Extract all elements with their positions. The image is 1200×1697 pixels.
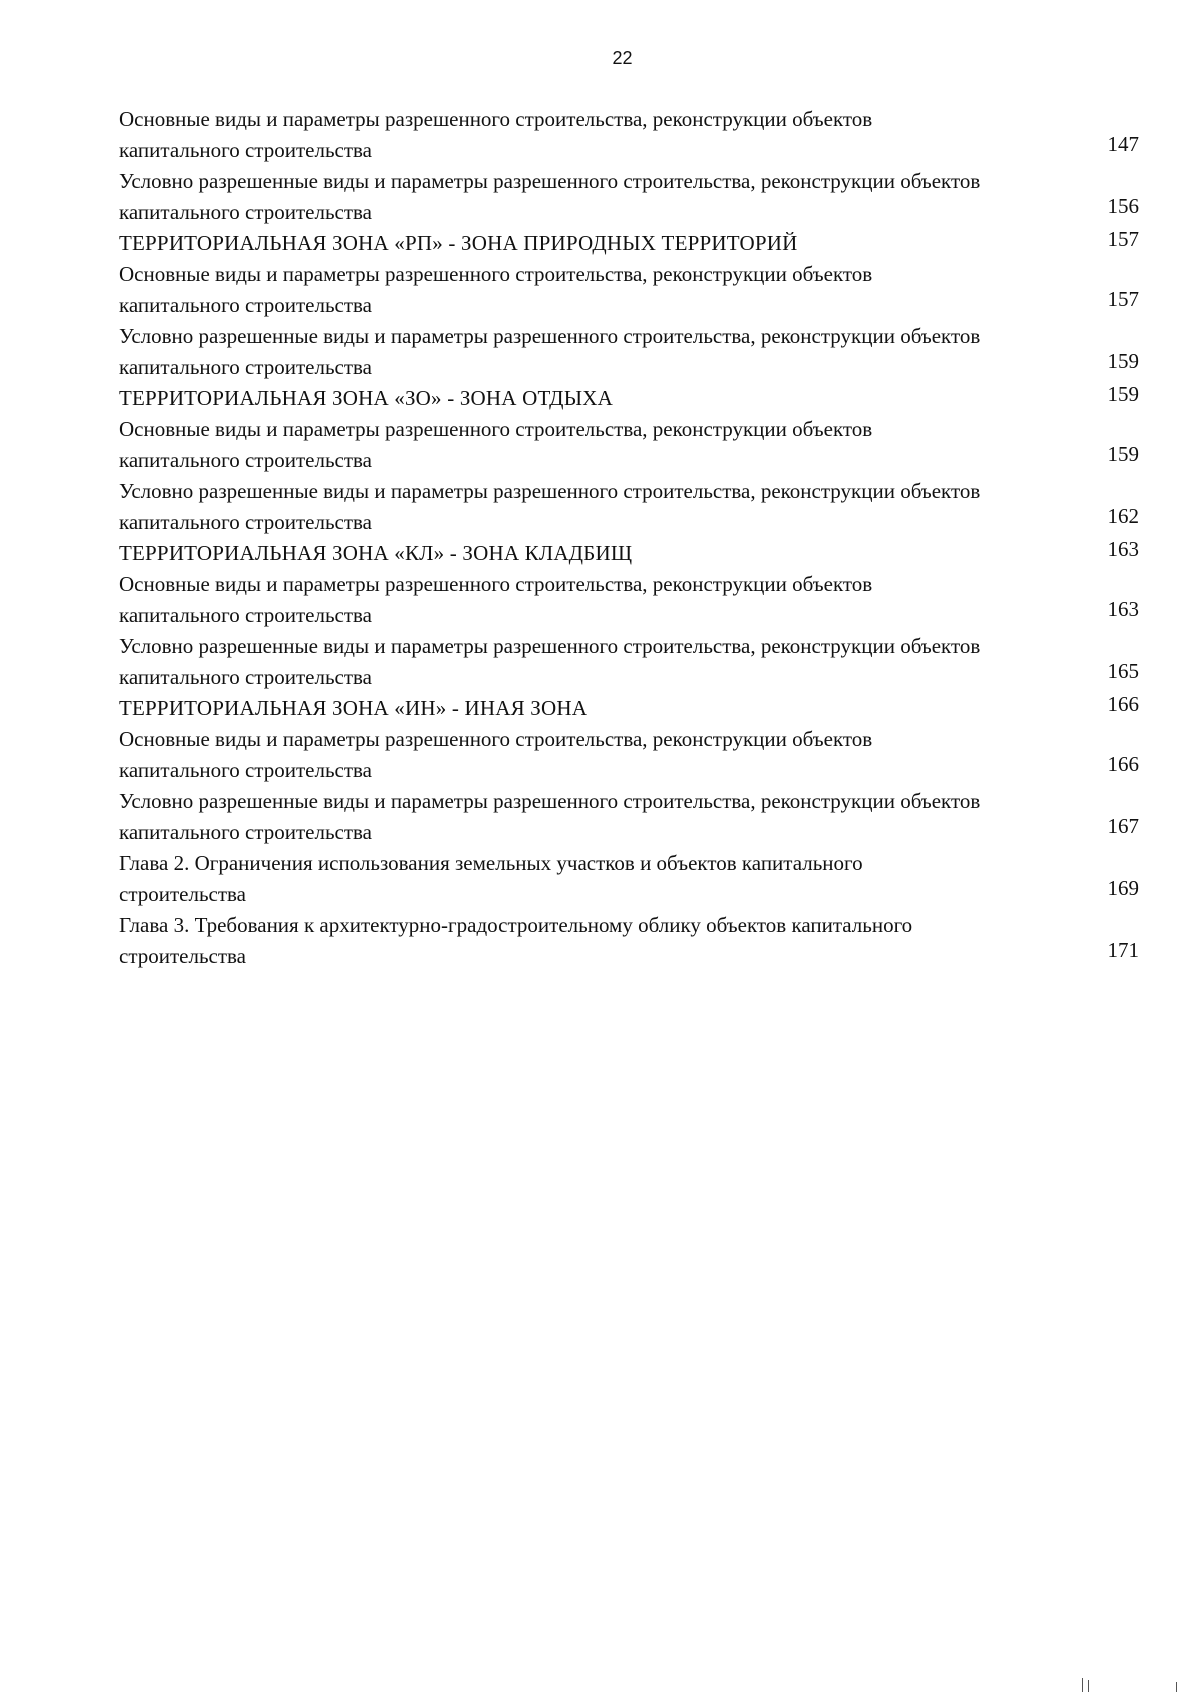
toc-entry-page-number: 166 — [1107, 692, 1139, 716]
toc-entry — [119, 321, 1139, 383]
toc-entry — [119, 259, 1139, 321]
toc-entry — [119, 476, 1139, 538]
toc-entry-page-number: 171 — [1107, 938, 1139, 962]
toc-entry-title-line: Условно разрешенные виды и параметры разрешенного строительства, реконструкции объектов — [119, 324, 981, 348]
toc-entry-title-line: капитального строительства — [119, 293, 372, 317]
toc-entry-title-line: Глава 2. Ограничения использования земельных участков и объектов капитального — [119, 851, 863, 875]
toc-entry-title-line: ТЕРРИТОРИАЛЬНАЯ ЗОНА «РП» - ЗОНА ПРИРОДНЫХ ТЕРРИТОРИЙ — [119, 231, 798, 255]
toc-entry — [119, 724, 1139, 786]
toc-entry-title — [119, 538, 1069, 569]
page-number: 22 — [612, 48, 633, 68]
toc-entry-title — [119, 383, 1069, 414]
toc-entry — [119, 631, 1139, 693]
toc-entry-title-line: Условно разрешенные виды и параметры разрешенного строительства, реконструкции объектов — [119, 169, 981, 193]
toc-entry-title-line: ТЕРРИТОРИАЛЬНАЯ ЗОНА «КЛ» - ЗОНА КЛАДБИЩ — [119, 541, 633, 565]
toc-entry — [119, 848, 1139, 910]
toc-entry-title-line: капитального строительства — [119, 200, 372, 224]
toc-entry-title — [119, 848, 1069, 910]
toc-entry-page-number: 169 — [1107, 876, 1139, 900]
toc-entry-title — [119, 414, 1069, 476]
toc-entry-page-number: 163 — [1107, 537, 1139, 561]
toc-entry-title — [119, 569, 1069, 631]
toc-entry-title — [119, 228, 1069, 259]
toc-entry-page-number: 159 — [1107, 382, 1139, 406]
toc-entry-title-line: ТЕРРИТОРИАЛЬНАЯ ЗОНА «ИН» - ИНАЯ ЗОНА — [119, 696, 588, 720]
toc-entry-title-line: Основные виды и параметры разрешенного строительства, реконструкции объектов — [119, 107, 873, 131]
toc-entry-title — [119, 476, 1069, 538]
table-of-contents — [119, 104, 1139, 972]
toc-entry-title-line: Основные виды и параметры разрешенного строительства, реконструкции объектов — [119, 572, 873, 596]
toc-entry-title-line: Основные виды и параметры разрешенного строительства, реконструкции объектов — [119, 417, 873, 441]
toc-entry-page-number: 157 — [1107, 227, 1139, 251]
toc-entry-title-line: Условно разрешенные виды и параметры разрешенного строительства, реконструкции объектов — [119, 634, 981, 658]
scan-artifact — [1088, 1680, 1089, 1692]
toc-entry-title — [119, 259, 1069, 321]
toc-entry — [119, 383, 1139, 414]
toc-entry-title-line: строительства — [119, 944, 247, 968]
toc-entry — [119, 538, 1139, 569]
toc-entry — [119, 166, 1139, 228]
toc-entry-title — [119, 321, 1069, 383]
toc-entry-page-number: 167 — [1107, 814, 1139, 838]
toc-entry-title — [119, 910, 1069, 972]
scan-artifact — [1082, 1678, 1083, 1692]
toc-entry-page-number: 157 — [1107, 287, 1139, 311]
toc-entry-title-line: капитального строительства — [119, 510, 372, 534]
toc-entry-title-line: капитального строительства — [119, 603, 372, 627]
toc-entry — [119, 786, 1139, 848]
toc-entry-page-number: 165 — [1107, 659, 1139, 683]
toc-entry-page-number: 156 — [1107, 194, 1139, 218]
toc-entry-title-line: капитального строительства — [119, 355, 372, 379]
toc-entry-page-number: 159 — [1107, 349, 1139, 373]
toc-entry-title — [119, 166, 1069, 228]
toc-entry-title-line: капитального строительства — [119, 138, 372, 162]
toc-entry-page-number: 166 — [1107, 752, 1139, 776]
toc-entry — [119, 693, 1139, 724]
toc-entry-title-line: капитального строительства — [119, 665, 372, 689]
toc-entry — [119, 569, 1139, 631]
toc-entry-page-number: 159 — [1107, 442, 1139, 466]
toc-entry-title-line: строительства — [119, 882, 247, 906]
scan-artifact — [1176, 1682, 1177, 1692]
toc-entry — [119, 414, 1139, 476]
toc-entry — [119, 104, 1139, 166]
toc-entry-title — [119, 693, 1069, 724]
toc-entry-title-line: Основные виды и параметры разрешенного строительства, реконструкции объектов — [119, 727, 873, 751]
toc-entry-title-line: Основные виды и параметры разрешенного строительства, реконструкции объектов — [119, 262, 873, 286]
toc-entry-title — [119, 724, 1069, 786]
toc-entry-title-line: Условно разрешенные виды и параметры разрешенного строительства, реконструкции объектов — [119, 479, 981, 503]
toc-entry-title — [119, 631, 1069, 693]
toc-entry — [119, 910, 1139, 972]
toc-entry-title-line: капитального строительства — [119, 758, 372, 782]
toc-entry-title-line: капитального строительства — [119, 448, 372, 472]
toc-entry-title-line: ТЕРРИТОРИАЛЬНАЯ ЗОНА «ЗО» - ЗОНА ОТДЫХА — [119, 386, 613, 410]
toc-entry-title — [119, 786, 1069, 848]
toc-entry-title-line: Глава 3. Требования к архитектурно-градостроительному облику объектов капитального — [119, 913, 913, 937]
toc-entry-page-number: 147 — [1107, 132, 1139, 156]
toc-entry-page-number: 163 — [1107, 597, 1139, 621]
toc-entry-title-line: капитального строительства — [119, 820, 372, 844]
toc-entry — [119, 228, 1139, 259]
toc-entry-title-line: Условно разрешенные виды и параметры разрешенного строительства, реконструкции объектов — [119, 789, 981, 813]
toc-entry-title — [119, 104, 1069, 166]
toc-entry-page-number: 162 — [1107, 504, 1139, 528]
